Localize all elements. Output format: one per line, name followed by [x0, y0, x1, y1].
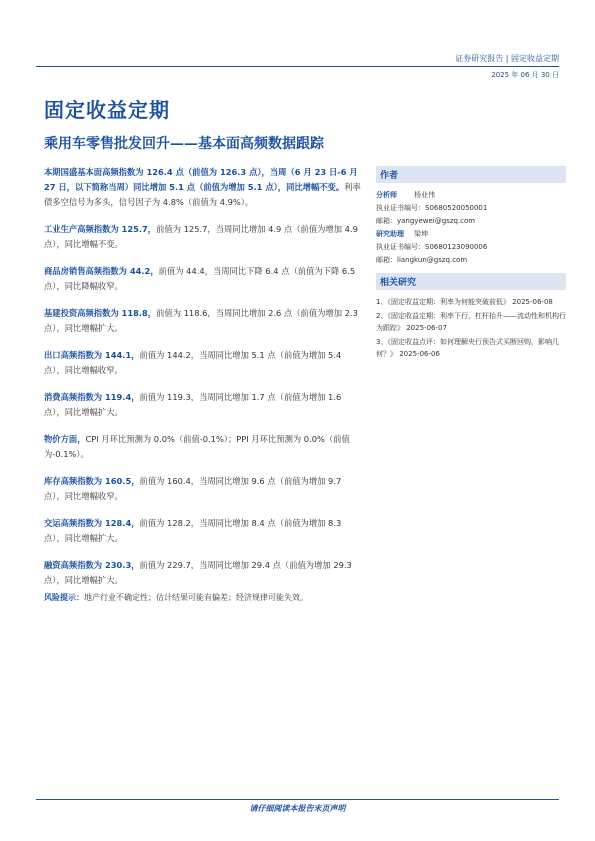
footer-divider — [36, 799, 559, 800]
assistant-role: 研究助理 — [376, 230, 404, 238]
summary-paragraph: 工业生产高频指数为 125.7，前值为 125.7，当周同比增加 4.9 点（前值为增加 4.9 点），同比增幅不变。 — [44, 224, 358, 249]
summary-paragraph: 商品房销售高频指数为 44.2，前值为 44.4，当周同比下降 6.4 点（前值为下降 6.5 点），同比降幅收窄。 — [44, 266, 356, 291]
page-subtitle: 乘用车零售批发回升——基本面高频数据跟踪 — [44, 136, 324, 152]
summary-paragraph: 物价方面，CPI 月环比预测为 0.0%（前值-0.1%）；PPI 月环比预测为 0.0%（前值为-0.1%）。 — [44, 434, 350, 459]
authors-panel: 作者 分析师 杨业伟 执业证书编号：S0680520050001 邮箱：yangyewei@gszq.com 研究助理 梁坤 执业证书编号：S0680123090006 邮箱：liangkun@gszq.com — [376, 166, 566, 267]
assistant-name: 梁坤 — [414, 230, 428, 238]
assistant-email[interactable]: liangkun@gszq.com — [397, 256, 468, 264]
summary-paragraph: 基建投资高频指数为 118.8，前值为 118.6，当周同比增加 2.6 点（前值为增加 2.3 点），同比增幅扩大。 — [44, 308, 358, 333]
related-item[interactable]: 2、《固定收益定期：利率下行，杠杆抬升——流动性和机构行为跟踪》 2025-06-07 — [376, 312, 566, 332]
related-heading: 相关研究 — [376, 273, 566, 290]
related-item[interactable]: 1、《固定收益定期：利率为何能突破前低》 2025-06-08 — [376, 298, 553, 306]
header-divider — [36, 66, 559, 67]
report-date: 2025 年 06 月 30 日 — [491, 71, 559, 79]
analyst-role: 分析师 — [376, 191, 397, 199]
summary-body — [44, 165, 362, 600]
report-category: 证券研究报告 | 固定收益定期 — [455, 54, 559, 63]
related-item[interactable]: 3、《固定收益点评：如何理解央行预告式买断回购，影响几何？》 2025-06-06 — [376, 338, 559, 358]
summary-paragraph: 交运高频指数为 128.4，前值为 128.2，当周同比增加 8.4 点（前值为增加 8.3 点），同比增幅扩大。 — [44, 518, 342, 543]
summary-paragraph: 出口高频指数为 144.1，前值为 144.2，当周同比增加 5.1 点（前值为增加 5.4 点），同比增幅收窄。 — [44, 350, 342, 375]
analyst-email[interactable]: yangyewei@gszq.com — [397, 217, 476, 225]
related-research-panel — [376, 273, 566, 362]
analyst-cert: S0680520050001 — [425, 204, 488, 212]
summary-paragraph: 库存高频指数为 160.5，前值为 160.4，当周同比增加 9.6 点（前值为增加 9.7 点），同比增幅收窄。 — [44, 476, 342, 501]
summary-paragraph: 融资高频指数为 230.3，前值为 229.7，当周同比增加 29.4 点（前值为增加 29.3 点），同比增幅扩大。 — [44, 560, 352, 585]
authors-heading: 作者 — [376, 166, 566, 183]
footer-disclaimer: 请仔细阅读本报告末页声明 — [249, 804, 346, 813]
summary-paragraph: 本期国盛基本面高频指数为 126.4 点（前值为 126.3 点），当周（6 月 23 日-6 月 27 日，以下简称当周）同比增加 5.1 点（前值为增加 5.1 点），同比增幅不变。利率债多空信号为多头，信号因子为 4.8%（前值为 4.9%）。 — [44, 167, 361, 207]
page-title: 固定收益定期 — [44, 98, 170, 122]
assistant-cert: S0680123090006 — [425, 243, 488, 251]
analyst-name: 杨业伟 — [414, 191, 435, 199]
risk-warning: 风险提示：地产行业不确定性；估计结果可能有偏差；经济规律可能失效。 — [44, 593, 308, 602]
summary-paragraph: 消费高频指数为 119.4，前值为 119.3，当周同比增加 1.7 点（前值为增加 1.6 点），同比增幅扩大。 — [44, 392, 342, 417]
